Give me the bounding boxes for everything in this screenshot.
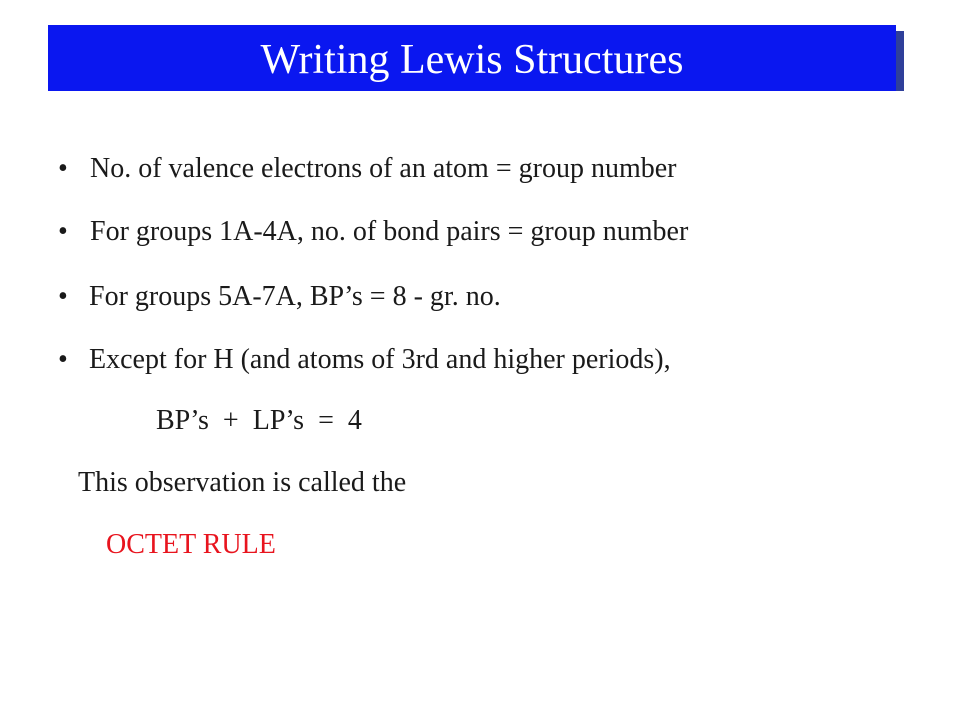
bullet-text-except-for-h: Except for H (and atoms of 3rd and higher periods), xyxy=(89,344,671,375)
bullet-marker: • xyxy=(58,281,68,312)
bullet-text-valence-electrons: No. of valence electrons of an atom = group number xyxy=(90,153,677,184)
octet-rule-label: OCTET RULE xyxy=(106,529,276,560)
bullet-marker: • xyxy=(58,216,68,247)
slide-title: Writing Lewis Structures xyxy=(260,37,684,83)
bullet-text-groups-5a-7a: For groups 5A-7A, BP’s = 8 - gr. no. xyxy=(89,281,501,312)
title-bar xyxy=(48,25,896,91)
observation-text: This observation is called the xyxy=(78,467,407,498)
equation-text: BP’s + LP’s = 4 xyxy=(156,405,362,436)
bullet-marker: • xyxy=(58,153,68,184)
bullet-text-groups-1a-4a: For groups 1A-4A, no. of bond pairs = group number xyxy=(90,216,689,247)
bullet-marker: • xyxy=(58,344,68,375)
